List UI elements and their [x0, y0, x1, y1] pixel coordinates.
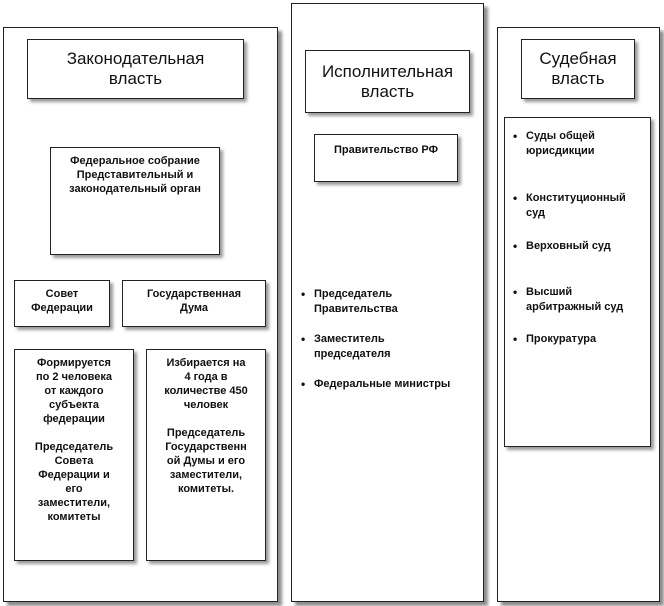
- executive-list: [299, 287, 479, 392]
- duma-description-box: Избирается на 4 года в количестве 450 человек Председатель Государственн ой Думы и его заместители, комитеты.: [146, 349, 266, 561]
- executive-item-ministers: • Федеральные министры: [299, 377, 479, 392]
- executive-item-deputy: • Заместитель председателя: [299, 332, 479, 362]
- legislative-title: Законодательная власть: [27, 39, 244, 99]
- judicial-item-supreme-court: • Верховный суд: [511, 239, 649, 254]
- executive-title: Исполнительная власть: [305, 50, 470, 113]
- executive-item-chairman: • Председатель Правительства: [299, 287, 479, 317]
- judicial-title: Судебная власть: [521, 39, 635, 99]
- state-duma-box: Государственная Дума: [122, 280, 266, 327]
- judicial-item-constitutional-court: • Конституционный суд: [511, 191, 649, 221]
- government-box: Правительство РФ: [314, 134, 458, 182]
- judicial-item-prosecutor: • Прокуратура: [511, 332, 649, 347]
- judicial-item-arbitration-court: • Высший арбитражный суд: [511, 285, 649, 315]
- judicial-list: [511, 129, 649, 347]
- federation-council-box: Совет Федерации: [14, 280, 110, 327]
- federal-assembly-box: Федеральное собрание Представительный и законодательный орган: [50, 147, 220, 255]
- judicial-item-general-courts: • Суды общей юрисдикции: [511, 129, 649, 159]
- council-description-box: Формируется по 2 человека от каждого субъекта федерации Председатель Совета Федерации и его заместители, комитеты: [14, 349, 134, 561]
